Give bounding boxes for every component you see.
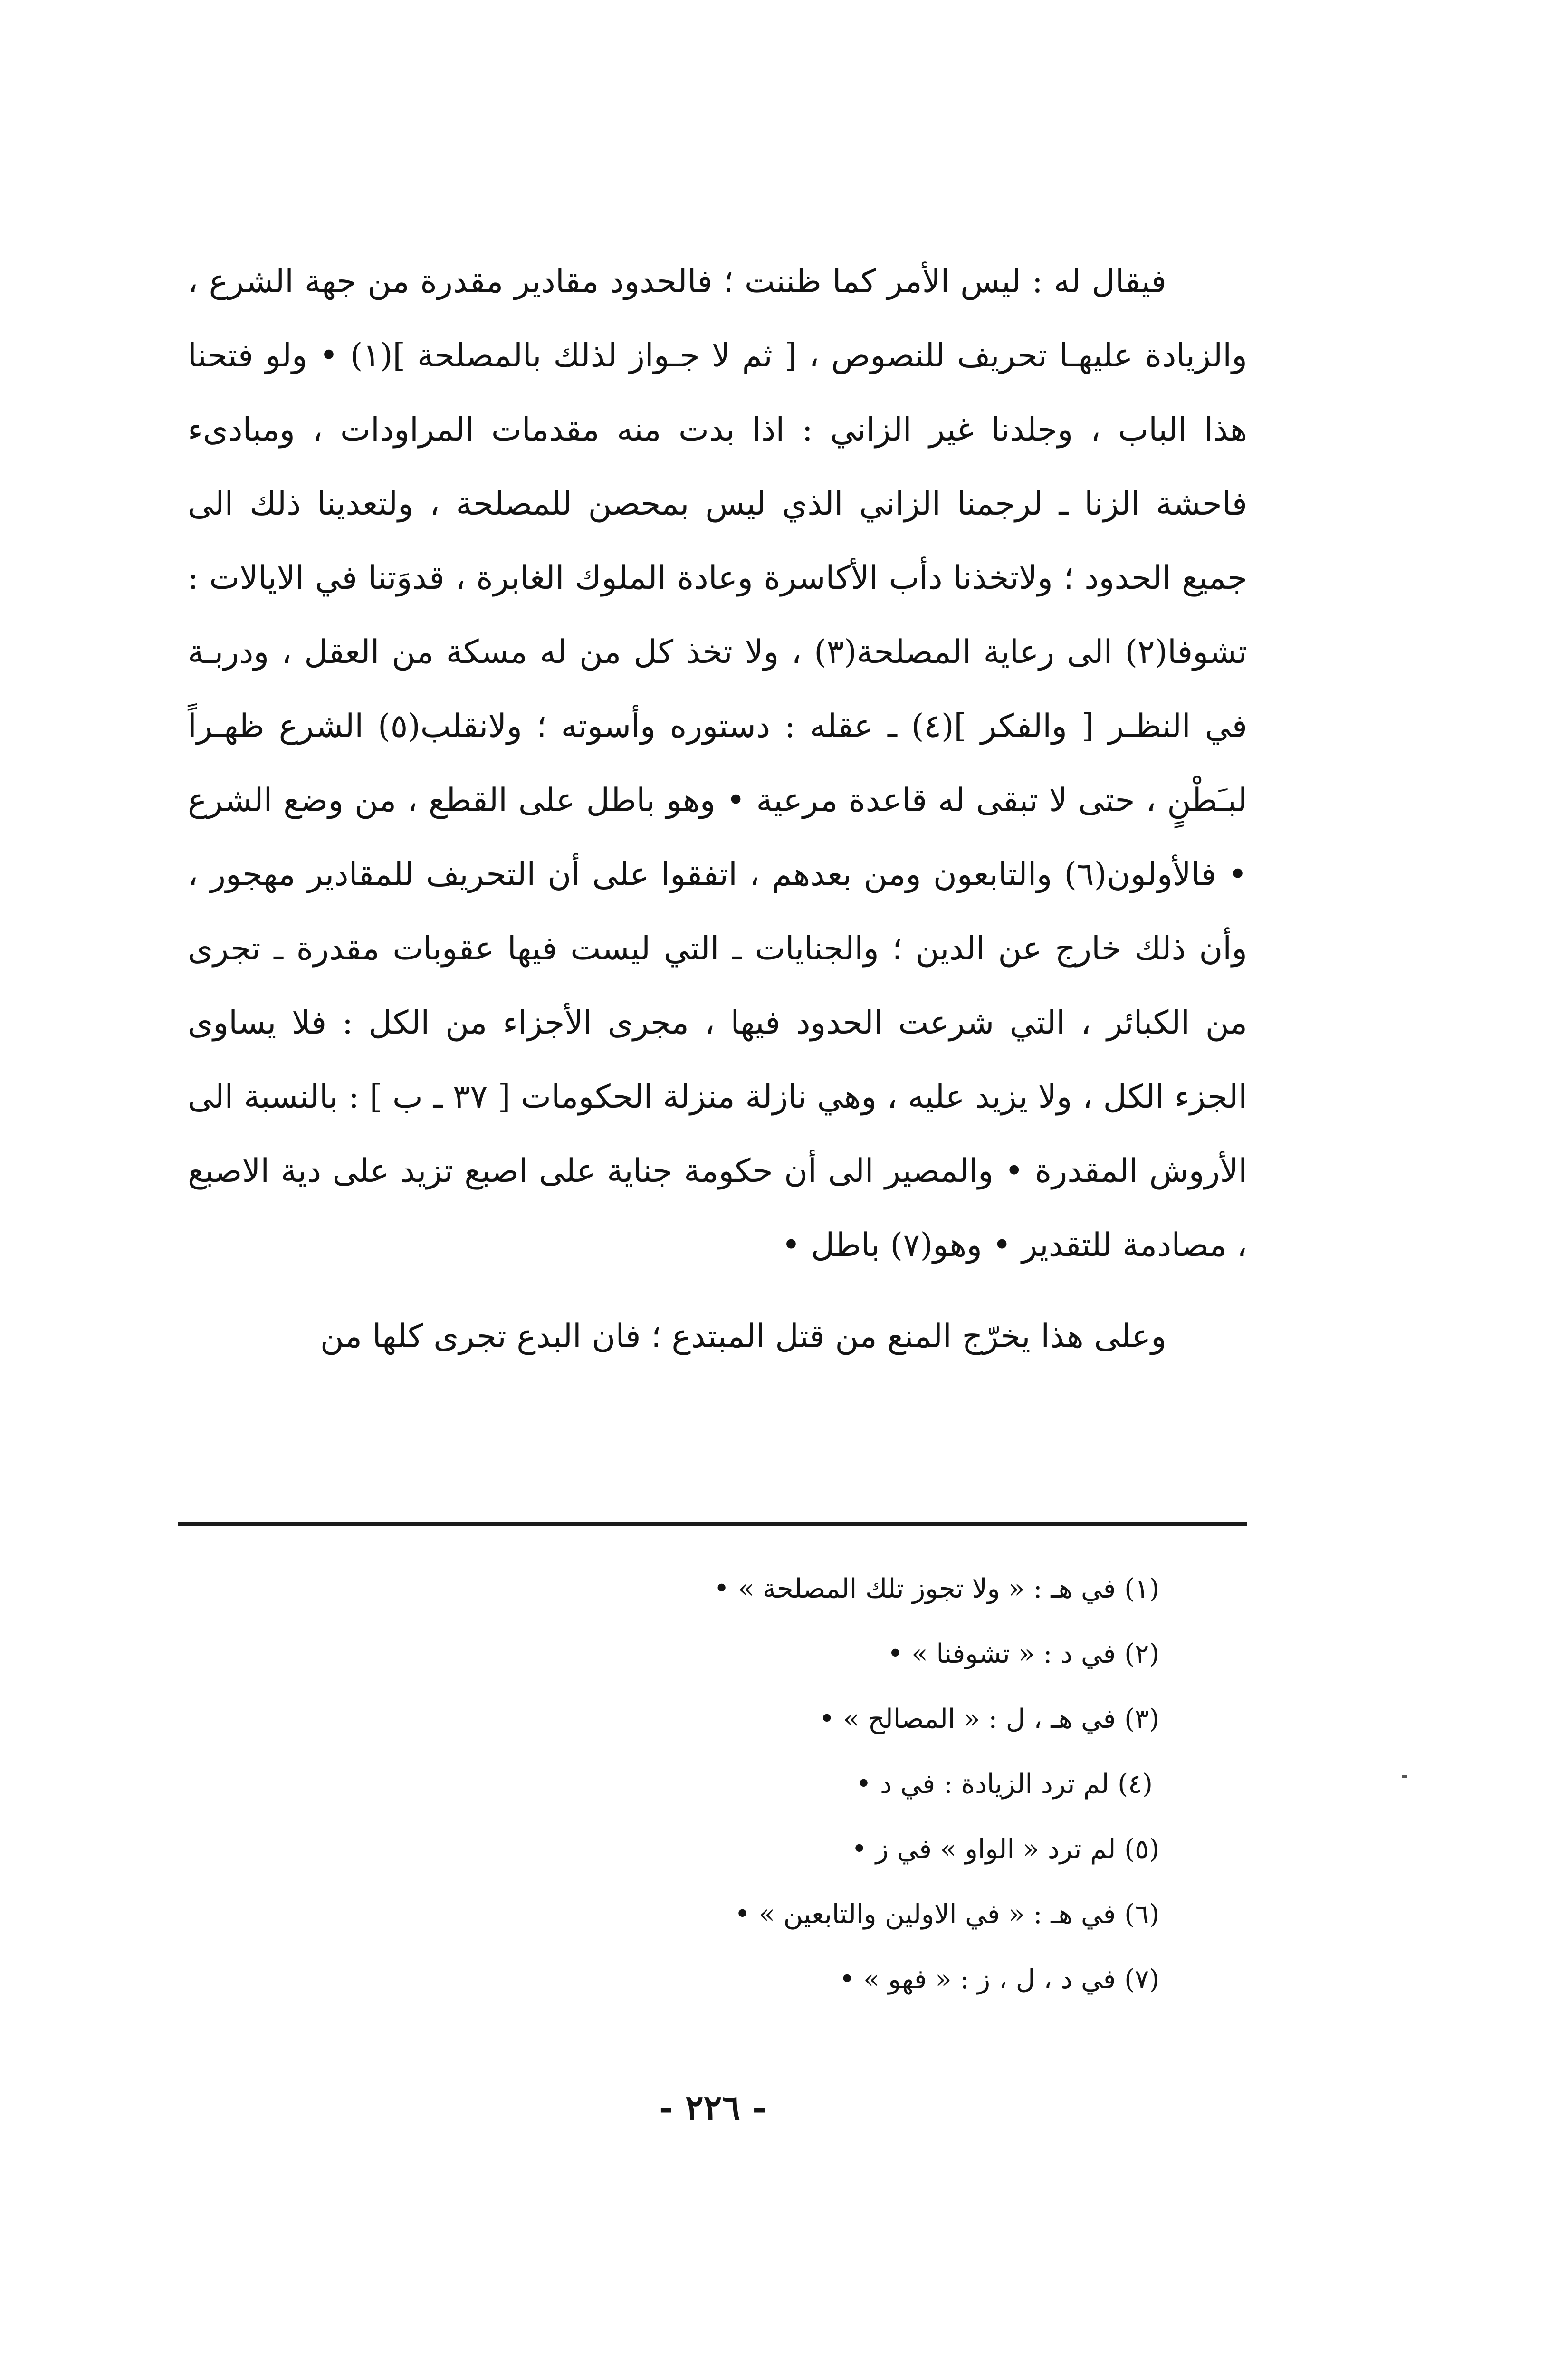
- main-text: [188, 245, 1247, 1374]
- footnote-3: (٣) في هـ ، ل : « المصالح » •: [819, 1704, 1159, 1734]
- footnote-separator: [178, 1522, 1247, 1526]
- footnotes: [428, 1556, 1159, 2012]
- footnote-5: (٥) لم ترد « الواو » في ز •: [851, 1834, 1159, 1865]
- page-number: - ٢٢٦ -: [659, 2087, 766, 2127]
- scan-speck: [1402, 1775, 1407, 1778]
- footnote-1: (١) في هـ : « ولا تجوز تلك المصلحة » •: [714, 1573, 1159, 1604]
- footnote-7: (٧) في د ، ل ، ز : « فهو » •: [839, 1964, 1159, 1995]
- footnote-6: (٦) في هـ : « في الاولين والتابعين » •: [734, 1899, 1159, 1930]
- paragraph-2: وعلى هذا يخرّج المنع من قتل المبتدع ؛ فان البدع تجرى كلها من: [320, 1318, 1166, 1355]
- footnote-4: (٤) لم ترد الزيادة : في د •: [856, 1769, 1153, 1800]
- paragraph-1: فيقال له : ليس الأمر كما ظننت ؛ فالحدود مقادير مقدرة من جهة الشرع ، والزيادة عليهـا تحريف للنصوص ، [ ثم لا جـواز لذلك بالمصلحة ](١) • ولو فتحنا هذا الباب ، وجلدنا غير الزاني : اذا بدت منه مقدمات المراودات ، ومبادىء فاحشة الزنا ـ لرجمنا الزاني الذي ليس بمحصن للمصلحة ، ولتعدينا ذلك الى جميع الحدود ؛ ولاتخذنا دأب الأكاسرة وعادة الملوك الغابرة ، قدوَتنا في الايالات : تشوفا(٢) الى رعاية المصلحة(٣) ، ولا تخذ كل من له مسكة من العقل ، ودربـة في النظـر [ والفكر ](٤) ـ عقله : دستوره وأسوته ؛ ولانقلب(٥) الشرع ظهـراً لبـَطْنٍ ، حتى لا تبقى له قاعدة مرعية • وهو باطل على القطع ، من وضع الشرع • فالأولون(٦) والتابعون ومن بعدهم ، اتفقوا على أن التحريف للمقادير مهجور ، وأن ذلك خارج عن الدين ؛ والجنايات ـ التي ليست فيها عقوبات مقدرة ـ تجرى من الكبائر ، التي شرعت الحدود فيها ، مجرى الأجزاء من الكل : فلا يساوى الجزء الكل ، ولا يزيد عليه ، وهي نازلة منزلة الحكومات [ ٣٧ ـ ب ] : بالنسبة الى الأروش المقدرة • والمصير الى أن حكومة جناية على اصبع تزيد على دية الاصبع ، مصادمة للتقدير • وهو(٧) باطل •: [188, 263, 1248, 1264]
- footnote-2: (٢) في د : « تشوفنا » •: [887, 1638, 1159, 1669]
